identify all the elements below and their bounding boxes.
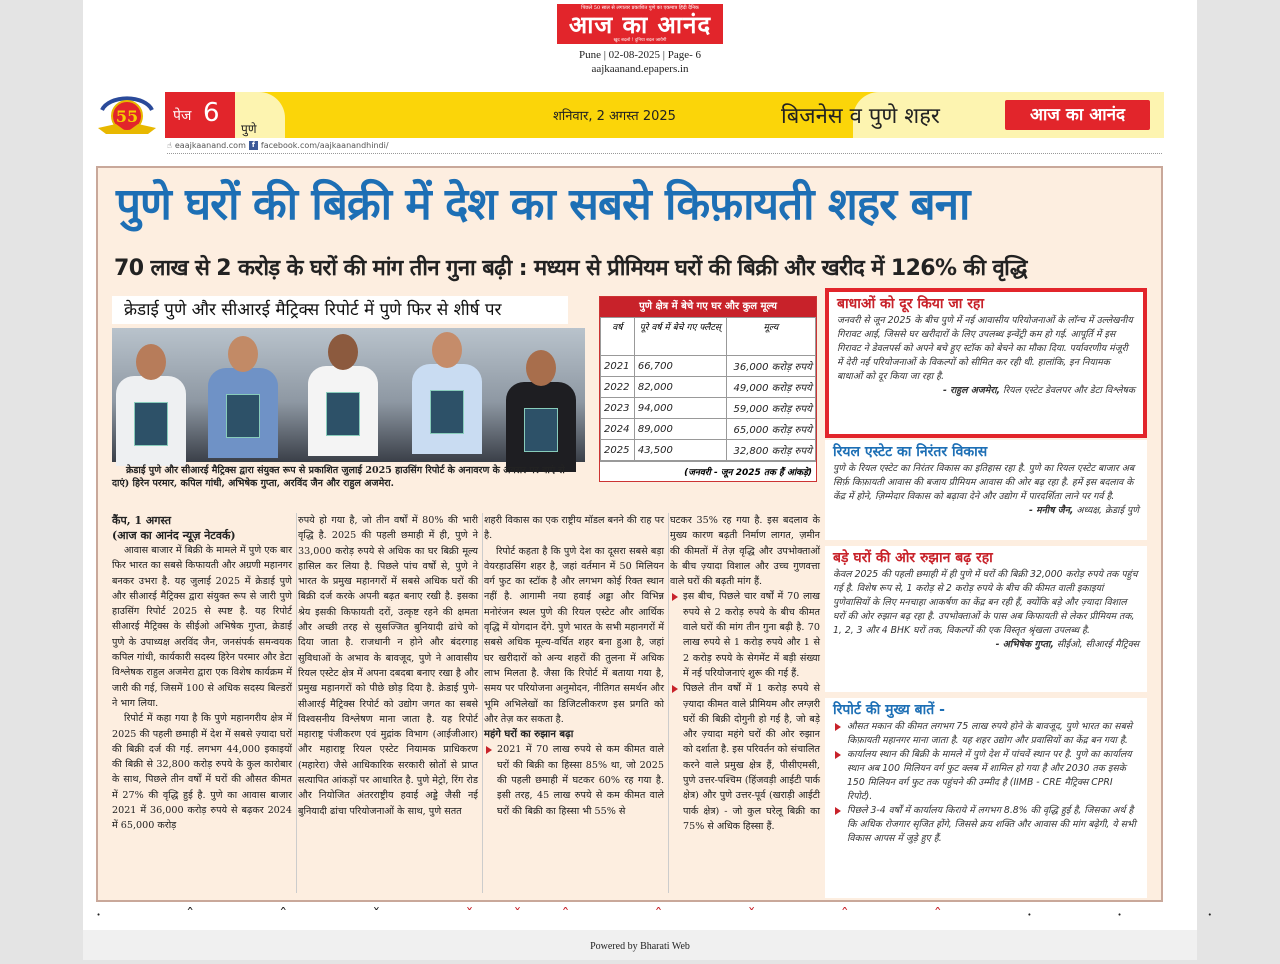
dateline: कैंप, 1 अगस्त <box>112 514 171 527</box>
page-number-tab <box>165 92 235 138</box>
issue-date: शनिवार, 2 अगस्त 2025 <box>553 109 676 124</box>
photo-person <box>308 334 378 462</box>
quote-author-role: रियल एस्टेट डेवलपर और डेटा विश्लेषक <box>1003 385 1135 396</box>
paragraph: रुपये हो गया है, जो तीन वर्षों में 80% की भारी वृद्धि है. 2025 की पहली छमाही में ही, पुणे ने 33,000 करोड़ रुपये से अधिक का घर बिक्री मूल्य हासिल कर लिया है. पिछले पांच वर्षों से, पुणे ने भारत के प्रमुख महानगरों में सबसे अधिक घरों की बिक्री दर्ज करके अपनी बढ़त बनाए रखी है. इसका श्रेय इसकी किफायती दरों, उत्कृष्ट रहने की क्षमता और अच्छी तरह से सुसज्जित बुनियादी ढांचे को दिया जाता है. राजधानी न होने और बंदरगाह सुविधाओं के अभाव के बावजूद, पुणे ने आवासीय रियल एस्टेट क्षेत्र में अपना दबदबा बनाए रखा है और प्रमुख महानगरों को पीछे छोड़ दिया है. क्रेडाई पुणे-सीआरई मैट्रिक्स रिपोर्ट को उद्योग जगत का सबसे विश्वसनीय विश्लेषण माना जाता है. यह रिपोर्ट महाराष्ट्र पंजीकरण एवं मुद्रांक विभाग (आईजीआर) और महाराष्ट्र रियल एस्टेट नियामक प्राधिकरण (महारेरा) जैसे आधिकारिक सरकारी स्रोतों से प्राप्त सत्यापित आंकड़ों पर आधारित है. पुणे मेट्रो, रिंग रोड और नियोजित अंतरराष्ट्रीय हवाई अड्डे जैसी नई बुनियादी ढांचा परियोजनाओं के साथ, पुणे सतत <box>298 515 478 817</box>
quote-author-role: सीईओ, सीआरई मैट्रिक्स <box>1056 639 1139 650</box>
cell-year: 2025 <box>601 440 635 461</box>
facebook-link[interactable]: facebook.com/aajkaanandhindi/ <box>260 141 389 150</box>
cell-value: 59,000 करोड़ रुपये <box>726 398 815 419</box>
quote-author-role: अध्यक्ष, क्रेडाई पुणे <box>1076 505 1139 516</box>
sales-table <box>599 296 817 482</box>
cell-units: 43,500 <box>634 440 726 461</box>
article-column-1 <box>112 513 292 834</box>
column-divider <box>482 513 483 893</box>
cell-year: 2022 <box>601 377 635 398</box>
bullet-item: 2021 में 70 लाख रुपये से कम कीमत वाले घरों की बिक्री का हिस्सा 85% था, जो 2025 की पहली छमाही में घटकर 60% रह गया है. इसी तरह, 45 लाख रुपये से कम कीमत वाले घरों की बिक्री का हिस्सा भी 55% से <box>484 742 664 818</box>
quote-box-title: बाधाओं को दूर किया जा रहा <box>837 296 984 312</box>
photo-person <box>506 350 576 462</box>
highlight-item: औसत मकान की कीमत लगभग 75 लाख रुपये होने के बावजूद, पुणे भारत का सबसे किफ़ायती महानगर माना जाता है. यह शहर उद्योग और प्रवासियों का केंद्र बन गया है. <box>833 720 1139 748</box>
quote-attribution <box>833 504 1139 518</box>
table-header-units: पूरे वर्ष में बेचे गए फ्लैटस् <box>634 318 726 356</box>
cell-value: 32,800 करोड़ रुपये <box>726 440 815 461</box>
quote-box-text: केवल 2025 की पहली छमाही में ही पुणे में घरों की बिक्री 32,000 करोड़ रुपये तक पहुंच गई है. विशेष रूप से, 1 करोड़ से 2 करोड़ रुपये के बीच की कीमत वाली इकाइयां पुणेवासियों के लिए मनचाहा आकर्षण का केंद्र बन रही हैं, क्योंकि बड़े और ज़्यादा विशाल घरों की ओर रुझान बढ़ रहा है. उपभोक्ताओं के पास अब किफायती से लेकर प्रीमियम तक, 1, 2, 3 और 4 BHK घरों तक, विकल्पों की एक विस्तृत श्रृंखला उपलब्ध है. <box>833 569 1138 636</box>
table-header-value: मूल्य <box>726 318 815 356</box>
cell-value: 49,000 करोड़ रुपये <box>726 377 815 398</box>
quote-box-title: रियल एस्टेट का निरंतर विकास <box>833 444 988 460</box>
page-number: 6 <box>203 98 220 128</box>
highlights-list <box>833 720 1139 846</box>
quote-box-bigger-homes <box>825 546 1147 692</box>
article-headline: पुणे घरों की बिक्री में देश का सबसे किफ़ायती शहर बना <box>116 179 970 230</box>
facebook-icon: f <box>249 141 258 150</box>
cell-year: 2023 <box>601 398 635 419</box>
cell-value: 36,000 करोड़ रुपये <box>726 356 815 377</box>
table-row <box>601 356 816 377</box>
anniversary-badge-icon <box>96 92 158 138</box>
paragraph: रिपोर्ट कहता है कि पुणे देश का दूसरा सबसे बड़ा वेयरहाउसिंग शहर है, जहां वर्तमान में 50 मिलियन वर्ग फुट का स्टॉक है और लगभग कोई रिक्त स्थान नहीं है. आगामी नया हवाई अड्डा और विभिन्न मनोरंजन स्थल पुणे की रियल एस्टेट और आर्थिक वृद्धि में योगदान देंगे. पुणे भारत के सभी महानगरों में सबसे अधिक मूल्य-वर्धित शहर बना हुआ है, जहां घर खरीदारों को अन्य शहरों की तुलना में अधिक लाभ मिलता है. जैसा कि रिपोर्ट में बताया गया है, समय पर परियोजना अनुमोदन, नीतिगत समर्थन और भूमि अभिलेखों का डिजिटलीकरण इस प्रगति को और तेज़ कर सकता है. <box>484 545 664 725</box>
quote-box-text: जनवरी से जून 2025 के बीच पुणे में नई आवासीय परियोजनाओं के लॉन्च में उल्लेखनीय गिरावट आई, जिससे घर खरीदारों के लिए उपलब्ध इन्वेंट्री कम हो गई. आपूर्ति में इस गिरावट ने डेवलपर्स को अपने बचे हुए स्टॉक को बेचने का मौका दिया. पर्यावरणीय मंजूरी में देरी नई परियोजनाओं के विकल्पों को सीमित कर रही थी. हालांकि, इन नियामक बाधाओं को दूर किया जा रहा है. <box>837 315 1133 382</box>
highlight-item: कार्यालय स्थान की बिक्री के मामले में पुणे देश में पांचवें स्थान पर है. पुणे का कार्यालय स्थान अब 100 मिलियन वर्ग फुट क्लब में शामिल हो गया है और 2030 तक इसके 150 मिलियन वर्ग फुट तक पहुंचने की उम्मीद है (IIMB - CRE मैट्रिक्स CPRI रिपोर्ट). <box>833 748 1139 804</box>
highlight-item: पिछले 3-4 वर्षों में कार्यालय किराये में लगभग 8.8% की वृद्धि हुई है, जिसका अर्थ है कि अधिक रोजगार सृजित होंगे, जिससे क्रय शक्ति और आवास की मांग बढ़ेगी, ये सभी विकास आपस में जुड़े हुए हैं. <box>833 804 1139 846</box>
epaper-site[interactable]: aajkaanand.epapers.in <box>591 63 689 75</box>
news-byline: (आज का आनंद न्यूज़ नेटवर्क) <box>112 529 236 542</box>
quote-author: - मनीष जैन, <box>1028 505 1074 516</box>
city-label: पुणे <box>241 122 257 136</box>
cell-units: 89,000 <box>634 419 726 440</box>
pointer-icon: ☝ <box>167 141 172 150</box>
paragraph: रिपोर्ट में कहा गया है कि पुणे महानगरीय क्षेत्र में 2025 की पहली छमाही में देश में सबसे ज़्यादा घरों की बिक्री दर्ज की गई. लगभग 44,000 इकाइयों की बिक्री से 32,800 करोड़ रुपये के कुल कारोबार के साथ, पिछले तीन वर्षों में घरों की औसत कीमत में 27% की वृद्धि हुई है. पुणे का आवास बाजार 2021 में 36,000 करोड़ रुपये से बढ़कर 2024 में 65,000 करोड़ <box>112 713 292 832</box>
photo-person <box>116 344 186 462</box>
website-link[interactable]: eaajkaanand.com <box>174 141 246 150</box>
article-subheadline: 70 लाख से 2 करोड़ के घरों की मांग तीन गुना बढ़ी : मध्यम से प्रीमियम घरों की बिक्री और खरीद में 126% की वृद्धि <box>114 256 1027 281</box>
quote-attribution <box>833 638 1139 652</box>
epaper-page <box>83 0 1253 930</box>
cell-year: 2021 <box>601 356 635 377</box>
section-title: बिजनेस व पुणे शहर <box>781 104 940 129</box>
sales-table-title: पुणे क्षेत्र में बेचे गए घर और कुल मूल्य <box>600 297 816 317</box>
brand-chip: आज का आनंद <box>1005 100 1150 130</box>
header-divider <box>167 153 1162 154</box>
page-label: पेज <box>173 108 192 124</box>
quote-box-title: बड़े घरों की ओर रुझान बढ़ रहा <box>833 550 993 566</box>
quote-author: - अभिषेक गुप्ता, <box>995 639 1054 650</box>
column-subheading: महंगे घरों का रुझान बढ़ा <box>484 729 574 741</box>
paragraph: शहरी विकास का एक राष्ट्रीय मॉडल बनने की राह पर है. <box>484 515 664 542</box>
social-links <box>167 141 389 150</box>
report-highlights-box <box>825 698 1147 898</box>
quote-author: - राहुल अजमेरा, <box>942 385 1001 396</box>
table-row <box>601 440 816 461</box>
edition-info <box>523 48 757 76</box>
cell-value: 65,000 करोड़ रुपये <box>726 419 815 440</box>
cell-units: 94,000 <box>634 398 726 419</box>
news-article[interactable] <box>96 166 1163 902</box>
quote-box-obstacles <box>825 288 1147 438</box>
anniversary-number: 55 <box>115 107 139 126</box>
article-column-4 <box>670 513 820 834</box>
cell-units: 82,000 <box>634 377 726 398</box>
quote-box-growth <box>825 440 1147 540</box>
table-row <box>601 377 816 398</box>
cell-units: 66,700 <box>634 356 726 377</box>
highlights-title: रिपोर्ट की मुख्य बातें - <box>833 702 945 718</box>
column-divider <box>668 513 669 893</box>
photo-person <box>412 332 482 462</box>
next-article-preview-strip: · ˆ ˆ ˇ ˇˇˆ ˆ ˇ ˆ ˆ · · · <box>96 905 1253 924</box>
photo-heading: क्रेडाई पुणे और सीआरई मैट्रिक्स रिपोर्ट में पुणे फिर से शीर्ष पर <box>112 296 568 324</box>
cell-year: 2024 <box>601 419 635 440</box>
quote-attribution <box>837 384 1135 398</box>
masthead-subtag: खुद बदलो ! दुनिया बदल जायेगी <box>613 38 667 43</box>
quote-box-text: पुणे के रियल एस्टेट का निरंतर विकास का इतिहास रहा है. पुणे का रियल एस्टेट बाजार अब सिर्फ़ किफ़ायती आवास की बजाय प्रीमियम आवास की ओर बढ़ रहा है. हमें इस बदलाव के केंद्र में होने, ज़िम्मेदार विकास को बढ़ावा देने और उद्योग में पारदर्शिता लाने पर गर्व है. <box>833 463 1135 502</box>
article-column-3 <box>484 513 664 819</box>
paragraph: आवास बाजार में बिक्री के मामले में पुणे एक बार फिर भारत का सबसे किफायती और अग्रणी महानगर बनकर उभरा है. यह जुलाई 2025 में क्रेडाई पुणे और सीआरई मैट्रिक्स द्वारा संयुक्त रूप से जारी पुणे हाउसिंग रिपोर्ट 2025 से स्पष्ट है. यह रिपोर्ट सीआरई मैट्रिक्स के सीईओ अभिषेक गुप्ता, क्रेडाई पुणे के उपाध्यक्ष अरविंद जैन, जनसंपर्क समन्वयक कपिल गांधी, कार्यकारी सदस्य हिरेन परमार और डेटा विश्लेषक राहुल अजमेरा द्वारा एक विशेष कार्यक्रम में जारी की गई, जिसमें 100 से अधिक सदस्य बिल्डरों ने भाग लिया. <box>112 545 292 709</box>
paragraph: घटकर 35% रह गया है. इस बदलाव के मुख्य कारण बढ़ती निर्माण लागत, ज़मीन की कीमतों में तेज़ वृद्धि और उपभोक्ताओं के बीच ज़्यादा विशाल और उच्च गुणवत्ता वाले घरों की बढ़ती मांग हैं. <box>670 515 820 588</box>
edition-line: Pune | 02-08-2025 | Page- 6 <box>578 49 702 61</box>
powered-by-footer: Powered by Bharati Web <box>83 930 1197 960</box>
masthead-logo[interactable] <box>557 4 723 44</box>
column-divider <box>296 513 297 893</box>
bullet-item: इस बीच, पिछले चार वर्षों में 70 लाख रुपये से 2 करोड़ रुपये के बीच कीमत वाले घरों की मांग तीन गुना बढ़ी है. 70 लाख रुपये से 1 करोड़ रुपये और 1 से 2 करोड़ रुपये के सेगमेंट में बड़ी संख्या में नई परियोजनाएं शुरू की गई हैं. <box>670 589 820 681</box>
masthead-name: आज का आनंद <box>568 11 712 39</box>
photo-person <box>208 336 278 462</box>
masthead-tagline: पिछले 50 साल से लगातार प्रकाशित पुणे का एकमात्र हिंदी दैनिक <box>581 5 699 11</box>
table-row <box>601 398 816 419</box>
photo-caption: क्रेडाई पुणे और सीआरई मैट्रिक्स द्वारा संयुक्त रूप से प्रकाशित जुलाई 2025 हाउसिंग रिपोर्ट के अनावरण के अवसर पर बाएं से दाएं) हिरेन परमार, कपिल गांधी, अभिषेक गुप्ता, अरविंद जैन और राहुल अजमेरा. <box>112 465 565 489</box>
article-column-2 <box>298 513 478 819</box>
table-row <box>601 419 816 440</box>
sales-table-note: (जनवरी - जून 2025 तक हैं आंकड़े) <box>600 461 816 481</box>
article-photo[interactable] <box>112 328 585 462</box>
bullet-item: पिछले तीन वर्षों में 1 करोड़ रुपये से ज़्यादा कीमत वाले प्रीमियम और लग्ज़री घरों की बिक्री दोगुनी हो गई है, जो बड़े और ज़्यादा महंगे घरों की ओर रुझान को दर्शाता है. इस परिवर्तन को संचालित करने वाले प्रमुख क्षेत्र हैं, पीसीएमसी, पुणे उत्तर-पश्चिम (हिंजवड़ी आईटी पार्क क्षेत्र) और पुणे उत्तर-पूर्व (खराड़ी आईटी पार्क क्षेत्र) - जो कुल घरेलू बिक्री का 75% से अधिक हिस्सा हैं. <box>670 681 820 834</box>
table-header-year: वर्ष <box>601 318 635 356</box>
